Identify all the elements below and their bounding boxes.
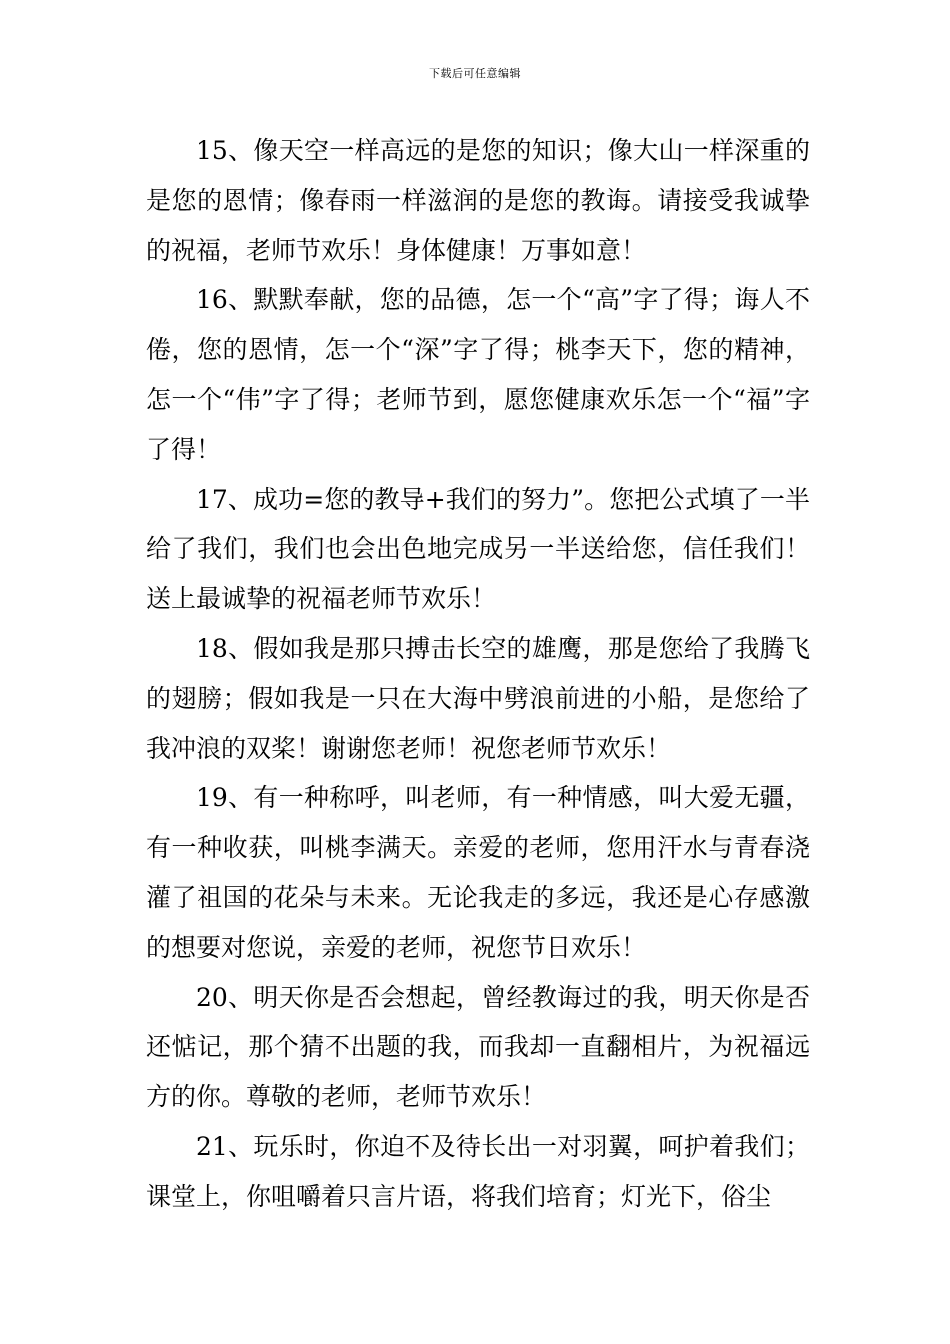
paragraph-15: 15、像天空一样高远的是您的知识；像大山一样深重的是您的恩情；像春雨一样滋润的是您的教诲。请接受我诚挚的祝福，老师节欢乐！身体健康！万事如意！ [146,136,810,265]
document-body [146,126,810,1222]
paragraph-18: 18、假如我是那只搏击长空的雄鹰，那是您给了我腾飞的翅膀；假如我是一只在大海中劈浪前进的小船，是您给了我冲浪的双桨！谢谢您老师！祝您老师节欢乐！ [146,633,810,763]
paragraph-20: 20、明天你是否会想起，曾经教诲过的我，明天你是否还惦记，那个猜不出题的我，而我却一直翻相片，为祝福远方的你。尊敬的老师，老师节欢乐！ [146,982,810,1112]
paragraph-19: 19、有一种称呼，叫老师，有一种情感，叫大爱无疆，有一种收获，叫桃李满天。亲爱的老师，您用汗水与青春浇灌了祖国的花朵与未来。无论我走的多远，我还是心存感激的想要对您说，亲爱的老师，祝您节日欢乐！ [146,783,810,962]
paragraph-17: 17、成功=您的教导+我们的努力”。您把公式填了一半给了我们，我们也会出色地完成另一半送给您，信任我们！送上最诚挚的祝福老师节欢乐！ [146,484,810,614]
paragraph-21: 21、玩乐时，你迫不及待长出一对羽翼，呵护着我们；课堂上，你咀嚼着只言片语，将我们培育；灯光下，俗尘 [146,1131,810,1211]
page-header: 下载后可任意编辑 [429,67,521,80]
paragraph-16: 16、默默奉献，您的品德，怎一个“高”字了得；诲人不倦，您的恩情，怎一个“深”字了得；桃李天下，您的精神，怎一个“伟”字了得；老师节到，愿您健康欢乐怎一个“福”字了得！ [146,285,810,464]
